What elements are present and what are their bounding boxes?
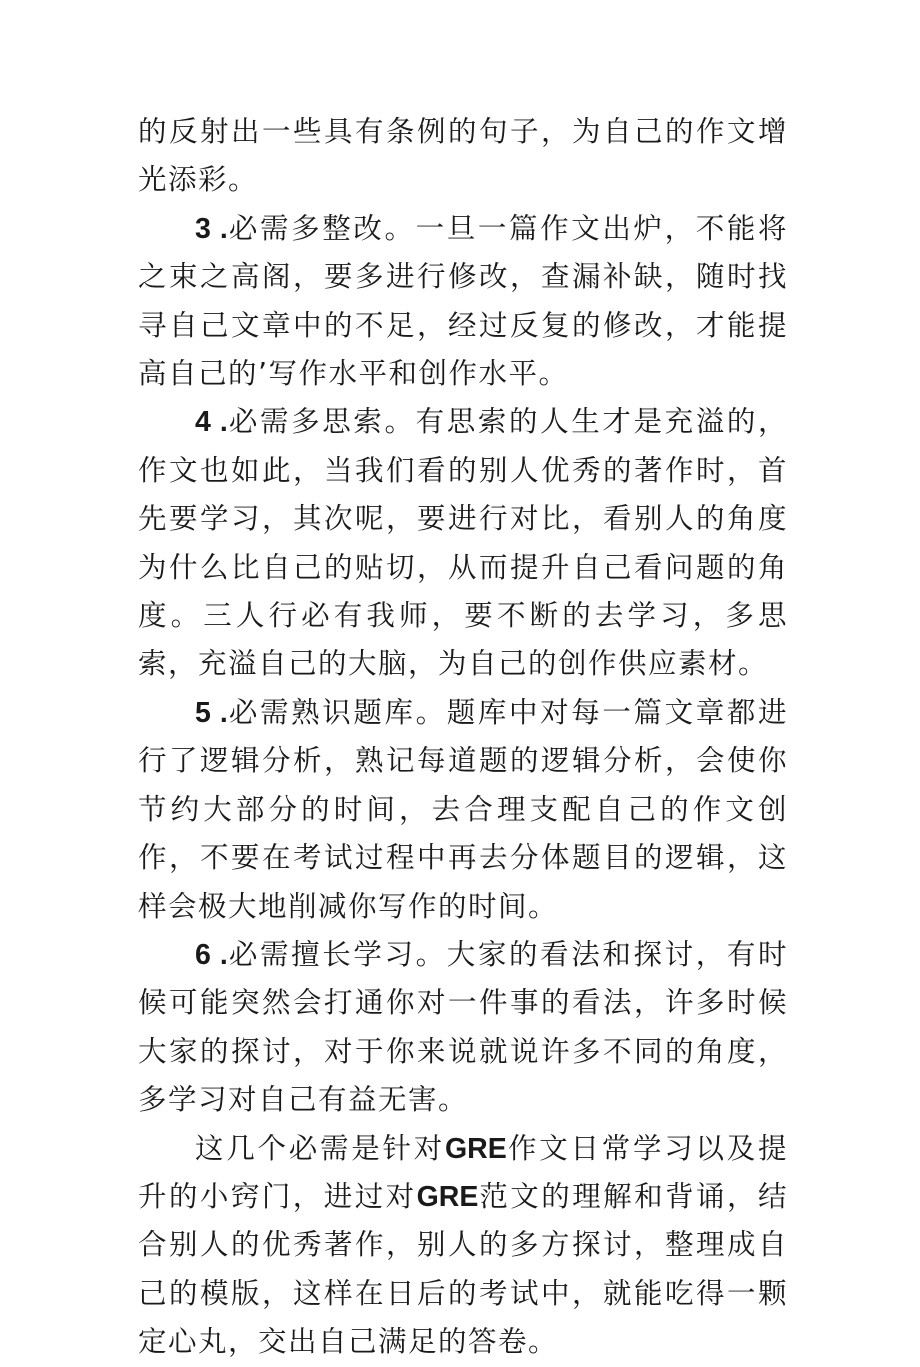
closing-text-1: 这几个必需是针对 — [195, 1131, 445, 1165]
list-number: 3 . — [195, 212, 228, 245]
gre-term: GRE — [444, 1132, 507, 1165]
paragraph-closing — [138, 1125, 788, 1367]
paragraph-item-3 — [138, 205, 788, 399]
paragraph-text: 必需熟识题库。题库中对每一篇文章都进行了逻辑分析，熟记每道题的逻辑分析，会使你节约大部分的时间，去合理支配自己的作文创作，不要在考试过程中再去分体题目的逻辑，这样会极大地削减你写作的时间。 — [138, 695, 788, 923]
paragraph-item-6 — [138, 931, 788, 1125]
list-number: 5 . — [195, 696, 228, 729]
paragraph-text: 必需多整改。一旦一篇作文出炉，不能将之束之高阁，要多进行修改，查漏补缺，随时找寻自己文章中的不足，经过反复的修改，才能提高自己的’写作水平和创作水平。 — [138, 211, 788, 391]
list-number: 6 . — [195, 938, 228, 971]
paragraph-item-4 — [138, 398, 788, 688]
list-number: 4 . — [195, 406, 228, 439]
paragraph-text: 的反射出一些具有条例的句子，为自己的作文增光添彩。 — [138, 115, 788, 197]
paragraph-text: 必需多思索。有思索的人生才是充溢的，作文也如此，当我们看的别人优秀的著作时，首先要学习，其次呢，要进行对比，看别人的角度为什么比自己的贴切，从而提升自己看问题的角度。三人行必有我师，要不断的去学习，多思索，充溢自己的大脑，为自己的创作供应素材。 — [138, 405, 788, 681]
paragraph-text: 必需擅长学习。大家的看法和探讨，有时候可能突然会打通你对一件事的看法，许多时候大家的探讨，对于你来说就说许多不同的角度，多学习对自己有益无害。 — [138, 937, 788, 1117]
paragraph-continuation — [138, 108, 788, 205]
gre-term: GRE — [416, 1180, 479, 1213]
closing-text-3: 范文的理解和背诵，结合别人的优秀著作，别人的多方探讨，整理成自己的模版，这样在日后的考试中，就能吃得一颗定心丸，交出自己满足的答卷。 — [138, 1179, 788, 1359]
document-body — [138, 108, 788, 1367]
paragraph-item-5 — [138, 689, 788, 931]
closing-text-2: 作文日常学习以及提升的小窍门，进过对 — [138, 1131, 788, 1213]
